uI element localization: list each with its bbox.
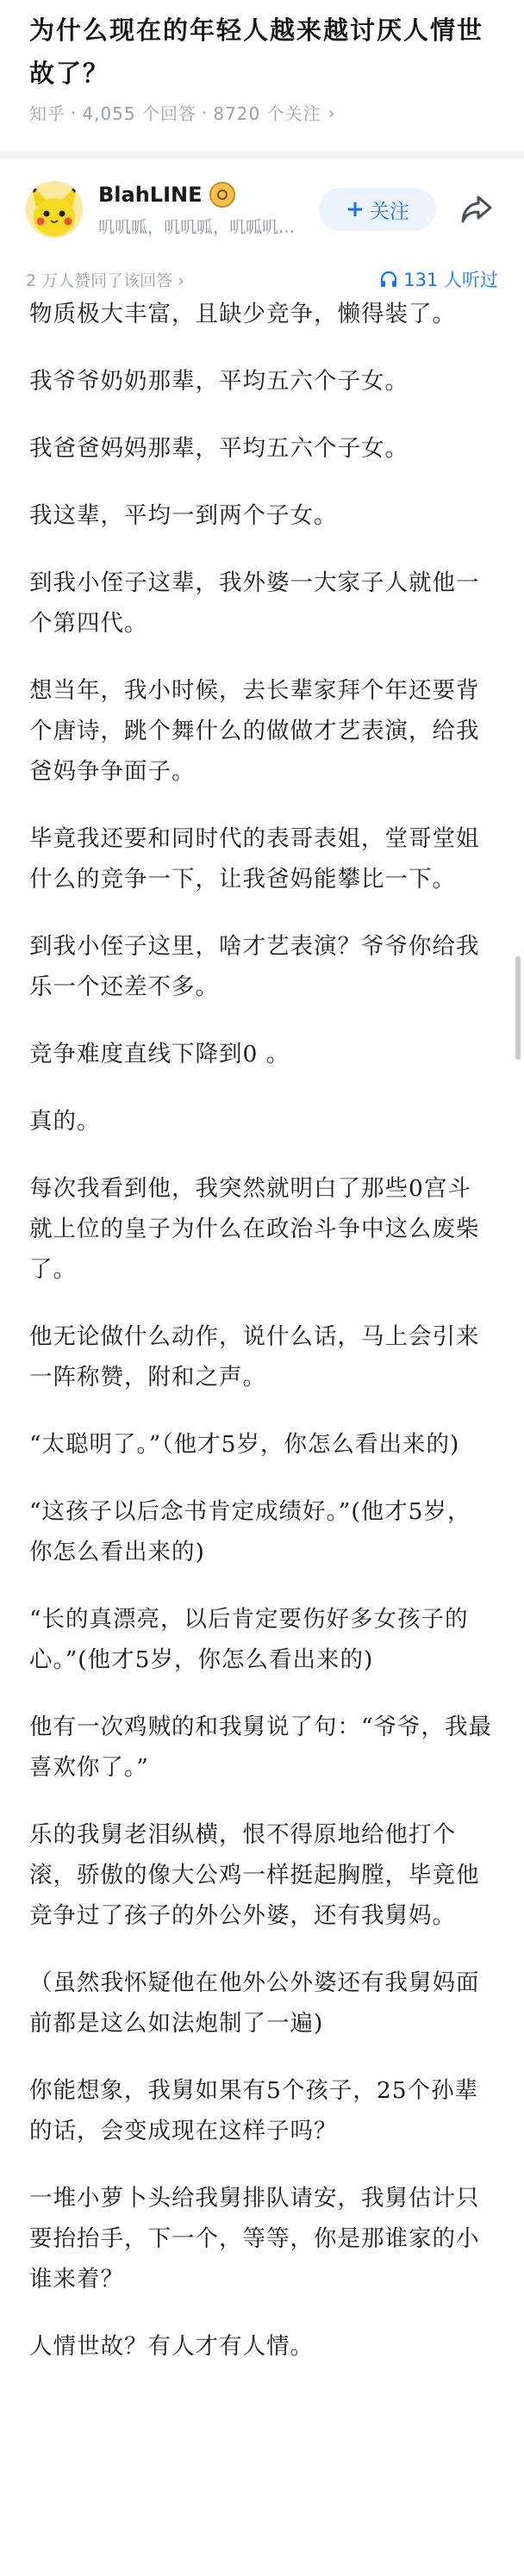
answer-paragraph: “太聪明了。”（他才5岁，你怎么看出来的) bbox=[29, 1431, 460, 1458]
answer-paragraph: 乐的我舅老泪纵横，恨不得原地给他打个滚，骄傲的像大公鸡一样挺起胸膛，毕竟他竞争过了孩子的外公外婆，还有我舅妈。 bbox=[29, 1821, 480, 1929]
pikachu-avatar-icon bbox=[26, 181, 83, 238]
answer-paragraph: 你能想象，我舅如果有5个孩子，25个孙辈的话，会变成现在这样子吗？ bbox=[29, 2077, 479, 2144]
agree-count[interactable]: 2 万人赞同了该回答 › bbox=[26, 271, 184, 290]
answer-paragraph: “这孩子以后念书肯定成绩好。”(他才5岁，你怎么看出来的) bbox=[29, 1498, 471, 1565]
chevron-right-icon: › bbox=[328, 102, 336, 123]
answer-paragraph: 一堆小萝卜头给我舅排队请安，我舅估计只要抬抬手，下一个，等等，你是那谁家的小谁来着？ bbox=[29, 2185, 480, 2293]
answer-paragraph: 他有一次鸡贼的和我舅说了句：“爷爷，我最喜欢你了。” bbox=[29, 1714, 493, 1781]
answers-count: 4,055 个回答 bbox=[82, 103, 196, 124]
question-meta[interactable]: 知乎 · 4,055 个回答 · 8720 个关注 › bbox=[29, 100, 495, 125]
answer-paragraph: 想当年，我小时候，去长辈家拜个年还要背个唐诗，跳个舞什么的做做才艺表演，给我爸妈争争面子。 bbox=[29, 677, 480, 785]
author-name[interactable]: BlahLINE bbox=[98, 182, 203, 207]
answer-paragraph: （虽然我怀疑他在他外公外婆还有我舅妈面前都是这么如法炮制了一遍) bbox=[29, 1969, 480, 2037]
answer-paragraph: 毕竟我还要和同时代的表哥表姐，堂哥堂姐什么的竞争一下，让我爸妈能攀比一下。 bbox=[29, 825, 480, 893]
avatar[interactable] bbox=[26, 181, 83, 238]
section-divider bbox=[0, 151, 524, 159]
question-header bbox=[0, 0, 524, 125]
answer-paragraph: “长的真漂亮，以后肯定要伤好多女孩子的心。”(他才5岁，你怎么看出来的) bbox=[29, 1606, 469, 1673]
author-bio: 叽叽呱，叽叽呱，叽呱叽… bbox=[98, 217, 296, 237]
plus-icon: + bbox=[346, 196, 365, 222]
answer-paragraph: 物质极大丰富，且缺少竞争，懒得装了。 bbox=[29, 301, 456, 327]
bottom-fade bbox=[0, 2542, 524, 2576]
source-label: 知乎 bbox=[29, 103, 66, 124]
follow-button[interactable] bbox=[319, 188, 436, 231]
answer-paragraph: 每次我看到他，我突然就明白了那些0宫斗就上位的皇子为什么在政治斗争中这么废柴了。 bbox=[29, 1175, 480, 1283]
answer-paragraph: 竞争难度直线下降到0 。 bbox=[29, 1041, 290, 1067]
question-title[interactable]: 为什么现在的年轻人越来越讨厌人情世故了？ bbox=[29, 16, 484, 88]
badge-icon bbox=[209, 182, 235, 208]
answer-paragraph: 我爸爸妈妈那辈，平均五六个子女。 bbox=[29, 435, 409, 462]
answer-paragraph: 真的。 bbox=[29, 1108, 101, 1135]
headphones-icon bbox=[379, 270, 398, 289]
stats-row bbox=[0, 244, 524, 292]
scrollbar[interactable] bbox=[515, 956, 521, 1060]
answer-content bbox=[0, 292, 524, 2367]
share-icon[interactable] bbox=[455, 188, 498, 231]
answer-paragraph: 到我小侄子这里，啥才艺表演？爷爷你给我乐一个还差不多。 bbox=[29, 933, 480, 1000]
answer-paragraph: 人情世故？有人才有人情。 bbox=[29, 2333, 314, 2360]
followers-count: 8720 个关注 bbox=[213, 103, 321, 124]
answer-paragraph: 我爷爷奶奶那辈，平均五六个子女。 bbox=[29, 368, 409, 395]
answer-paragraph: 他无论做什么动作，说什么话，马上会引来一阵称赞，附和之声。 bbox=[29, 1323, 480, 1391]
answer-paragraph: 我这辈，平均一到两个子女。 bbox=[29, 502, 338, 529]
author-info bbox=[98, 182, 309, 238]
author-row bbox=[0, 159, 524, 244]
follow-label: 关注 bbox=[369, 200, 409, 223]
chevron-right-icon: › bbox=[178, 271, 184, 290]
listen-count[interactable]: 131 人听过 bbox=[379, 266, 498, 292]
answer-paragraph: 到我小侄子这辈，我外婆一大家子人就他一个第四代。 bbox=[29, 569, 480, 637]
